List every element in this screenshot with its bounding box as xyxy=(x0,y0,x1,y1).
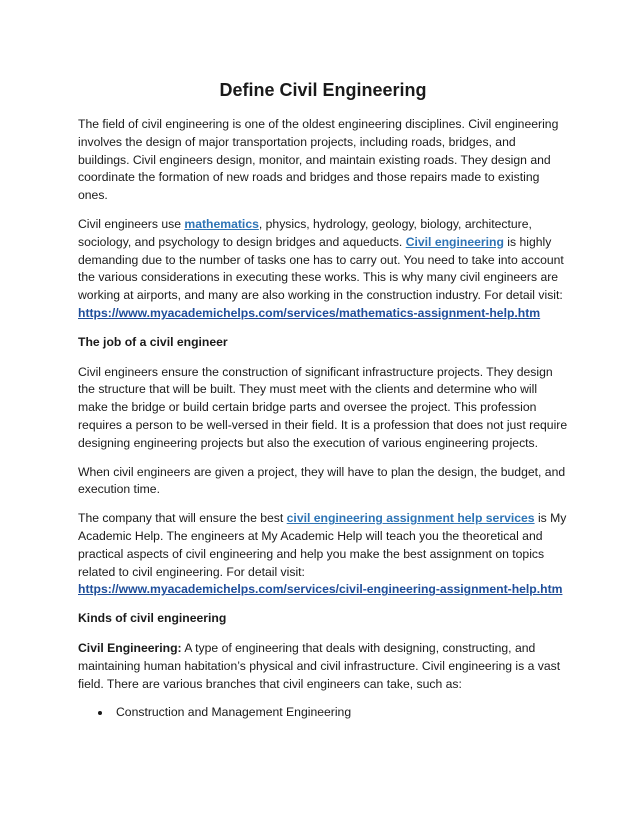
branches-list xyxy=(78,704,568,722)
mathematics-assignment-url[interactable]: https://www.myacademichelps.com/services/mathematics-assignment-help.htm xyxy=(78,305,541,320)
text-segment: is highly demanding due to the number of tasks one has to carry out. You need to take into account the various considerations in executing these works. This is why many civil engineers are working at airports, and many are also working in the construction industry. For detail visit: xyxy=(78,234,564,303)
assignment-help-link[interactable]: civil engineering assignment help services xyxy=(286,511,535,526)
civil-engineering-assignment-url[interactable]: https://www.myacademichelps.com/services/civil-engineering-assignment-help.htm xyxy=(78,582,563,597)
civil-engineering-paragraph xyxy=(78,640,568,693)
skills-paragraph xyxy=(78,216,568,323)
document-title: Define Civil Engineering xyxy=(219,80,427,100)
text-segment: is My Academic Help. The engineers at My Academic Help will teach you the theoretical and practical aspects of civil engineering and help you make the best assignment on topics related to civil engineering. For detail visit: xyxy=(78,511,567,579)
list-item: • Construction and Management Engineering xyxy=(112,704,568,722)
mathematics-link[interactable]: mathematics xyxy=(184,216,259,231)
job-paragraph: Civil engineers ensure the construction of significant infrastructure projects. They design the structure that will be built. They must meet with the clients and determine who will make the bridge or build certain bridge parts and oversee the project. This profession requires a person to be well-versed in their field. It is a profession that does not just require designing engineering projects but also the execution of various engineering projects. xyxy=(78,364,568,450)
company-paragraph xyxy=(78,510,568,599)
text-segment: The company that will ensure the best xyxy=(78,511,287,526)
section-heading-job: The job of a civil engineer xyxy=(78,334,228,349)
text-segment: , physics, hydrology, geology, biology, architecture, sociology, and psychology to design bridges and aqueducts. xyxy=(78,216,532,249)
term-label: Civil Engineering: xyxy=(78,640,182,655)
intro-paragraph: The field of civil engineering is one of the oldest engineering disciplines. Civil engineering involves the design of major transportation projects, including roads, bridges, and buildings. Civil engineers design, monitor, and maintain existing roads. They design and coordinate the formation of new roads and bridges and those repairs made to existing ones. xyxy=(78,117,559,203)
project-paragraph: When civil engineers are given a project, they will have to plan the design, the budget, and execution time. xyxy=(78,464,566,497)
section-heading-kinds: Kinds of civil engineering xyxy=(78,611,227,626)
text-segment: A type of engineering that deals with designing, constructing, and maintaining human habitation’s physical and civil infrastructure. Civil engineering is a vast field. There are various branches that civil engineers can take, such as: xyxy=(78,640,561,691)
text-segment: Civil engineers use xyxy=(78,216,185,231)
document-content xyxy=(78,78,568,722)
civil-engineering-link[interactable]: Civil engineering xyxy=(405,234,504,249)
